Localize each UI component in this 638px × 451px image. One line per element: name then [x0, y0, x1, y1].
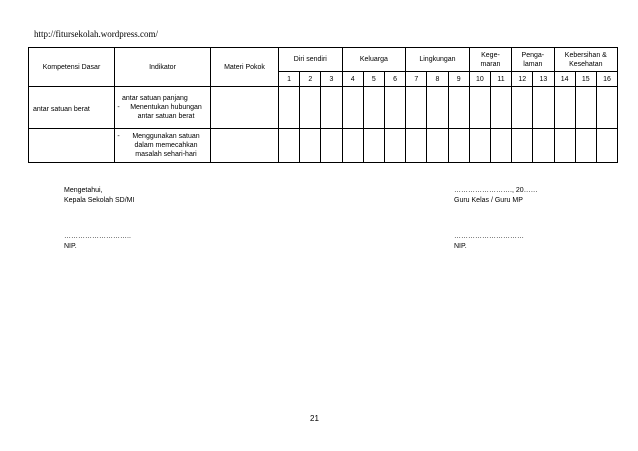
grid-cell: [596, 87, 617, 129]
column-number: 6: [384, 72, 405, 87]
grid-cell: [533, 87, 554, 129]
column-number: 3: [321, 72, 342, 87]
grid-cell: [575, 87, 596, 129]
grid-cell: [448, 129, 469, 163]
column-number: 10: [469, 72, 490, 87]
grid-cell: [575, 129, 596, 163]
header-indikator: Indikator: [115, 48, 211, 87]
cell-indikator: [115, 129, 211, 163]
indikator-item: [115, 103, 210, 121]
signature-left-title: Kepala Sekolah SD/MI: [64, 197, 135, 204]
table-header-row: [29, 48, 618, 72]
grid-cell: [406, 129, 427, 163]
grid-cell: [554, 129, 575, 163]
cell-kompetensi: [29, 129, 115, 163]
header-group-lingkungan: Lingkungan: [406, 48, 470, 72]
header-url: http://fitursekolah.wordpress.com/: [34, 29, 158, 39]
signature-right-title: Guru Kelas / Guru MP: [454, 197, 523, 204]
syllabus-table: [28, 47, 618, 163]
indikator-text: Menggunakan satuan dalam memecahkan masalah sehari-hari: [132, 133, 200, 158]
signature-left-dots: ………………………..: [64, 233, 131, 240]
column-number: 15: [575, 72, 596, 87]
grid-cell: [321, 129, 342, 163]
grid-cell: [490, 87, 511, 129]
grid-cell: [300, 87, 321, 129]
cell-kompetensi: antar satuan berat: [29, 87, 115, 129]
grid-cell: [427, 87, 448, 129]
grid-cell: [469, 87, 490, 129]
column-number: 4: [342, 72, 363, 87]
signature-right-header: [454, 186, 538, 206]
cell-indikator: [115, 87, 211, 129]
column-number: 13: [533, 72, 554, 87]
signature-right-dots: …………………………: [454, 233, 524, 240]
grid-cell: [448, 87, 469, 129]
grid-cell: [384, 129, 405, 163]
indikator-bullet: [115, 94, 122, 103]
signature-right-date: ……………………., 20……: [454, 187, 538, 194]
cell-materi: [211, 129, 279, 163]
grid-cell: [279, 129, 300, 163]
column-number: 9: [448, 72, 469, 87]
header-group-keluarga: Keluarga: [342, 48, 406, 72]
cell-materi: [211, 87, 279, 129]
column-number: 7: [406, 72, 427, 87]
page-number: 21: [310, 414, 319, 423]
indikator-item: [115, 132, 210, 159]
grid-cell: [363, 129, 384, 163]
grid-cell: [490, 129, 511, 163]
grid-cell: [384, 87, 405, 129]
header-kompetensi-dasar: Kompetensi Dasar: [29, 48, 115, 87]
header-group-kebersihan-kesehatan: Kebersihan & Kesehatan: [554, 48, 618, 72]
grid-cell: [406, 87, 427, 129]
header-group-kegemaran: Kege- maran: [469, 48, 511, 72]
grid-cell: [533, 129, 554, 163]
indikator-bullet: -: [117, 104, 120, 111]
indikator-text: Menentukan hubungan antar satuan berat: [130, 104, 202, 120]
column-number: 2: [300, 72, 321, 87]
header-group-diri-sendiri: Diri sendiri: [279, 48, 343, 72]
column-number: 11: [490, 72, 511, 87]
signature-left-line1: Mengetahui,: [64, 187, 103, 194]
column-number: 1: [279, 72, 300, 87]
indikator-bullet: -: [117, 133, 120, 140]
grid-cell: [596, 129, 617, 163]
table-row: [29, 129, 618, 163]
indikator-text: antar satuan panjang: [122, 95, 188, 102]
grid-cell: [300, 129, 321, 163]
grid-cell: [363, 87, 384, 129]
grid-cell: [321, 87, 342, 129]
signature-left-nip: NIP.: [64, 243, 77, 250]
signature-left-footer: [64, 232, 131, 252]
column-number: 14: [554, 72, 575, 87]
grid-cell: [554, 87, 575, 129]
grid-cell: [342, 87, 363, 129]
grid-cell: [512, 129, 533, 163]
signature-right-nip: NIP.: [454, 243, 467, 250]
column-number: 12: [512, 72, 533, 87]
table-row: [29, 87, 618, 129]
header-materi-pokok: Materi Pokok: [211, 48, 279, 87]
grid-cell: [342, 129, 363, 163]
grid-cell: [512, 87, 533, 129]
grid-cell: [427, 129, 448, 163]
grid-cell: [279, 87, 300, 129]
indikator-item: [115, 94, 210, 103]
column-number: 16: [596, 72, 617, 87]
signature-right-footer: [454, 232, 524, 252]
header-group-pengalaman: Penga- laman: [512, 48, 554, 72]
grid-cell: [469, 129, 490, 163]
column-number: 5: [363, 72, 384, 87]
column-number: 8: [427, 72, 448, 87]
signature-left-header: [64, 186, 134, 206]
